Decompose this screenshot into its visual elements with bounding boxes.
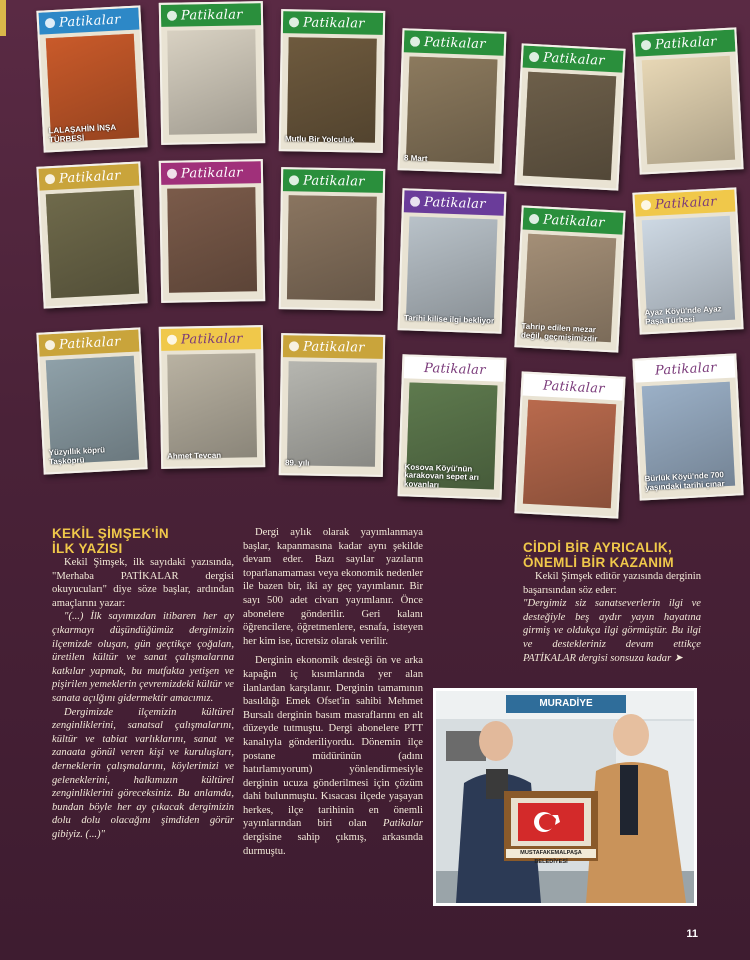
masthead-logo-icon	[641, 200, 652, 211]
masthead-title: Patikalar	[423, 360, 487, 378]
magazine-cover	[514, 205, 625, 352]
masthead-logo-icon	[529, 380, 540, 391]
shop-sign-text: MURADİYE	[539, 698, 593, 709]
section-heading-privilege	[523, 540, 701, 570]
masthead-title: Patikalar	[423, 34, 487, 52]
masthead-title: Patikalar	[654, 193, 718, 213]
magazine-cover	[398, 28, 507, 174]
cover-masthead	[161, 327, 261, 351]
cover-masthead	[634, 355, 735, 382]
masthead-logo-icon	[529, 214, 540, 225]
magazine-cover	[159, 159, 265, 303]
masthead-logo-icon	[45, 18, 56, 29]
magazine-cover	[279, 167, 385, 311]
cover-photo	[523, 400, 616, 508]
cover-headline: Ahmet Tevcan	[166, 450, 222, 461]
masthead-logo-icon	[529, 52, 540, 63]
masthead-title: Patikalar	[654, 359, 718, 379]
magazine-cover	[159, 1, 265, 145]
cover-photo	[642, 56, 735, 164]
cover-headline: 8 Mart	[403, 152, 428, 163]
cover-photo	[284, 37, 377, 145]
cover-masthead	[161, 3, 261, 27]
magazine-cover	[632, 353, 743, 500]
cover-headline: LALAŞAHİN İNŞA TÜRBESİ	[48, 123, 117, 144]
masthead-logo-icon	[289, 341, 299, 351]
masthead-title: Patikalar	[180, 164, 243, 182]
body-paragraph-2-text: Derginin ekonomik desteği ön ve arka kapağın iç kısımlarında yer alan ilanlardan karşılanır. Derginin tamamının basıldığı Emek Ofset'in sahibi Mehmet Bursalı derginin basım masraflarını en alt düzeyde tutmuştu. Dergi abonelere PTT kanalıyla gönderiliyordu. Dönemin ilçe postane müdürünün (adını hatırlamıyorum) yönlendirmesiyle derginin ucuza gönderilmesi için çözüm dahi bulunmuştu. Kısacası ilçede yaşayan herkes, ilçe tarihinin en önemli yayınlarından biri olan	[243, 655, 423, 830]
masthead-title: Patikalar	[423, 194, 487, 212]
heading-line-2: ÖNEMLİ BİR KAZANIM	[523, 555, 674, 570]
cover-photo	[167, 29, 257, 135]
cover-photo	[406, 216, 498, 323]
photo-inner	[436, 691, 694, 903]
cover-masthead	[38, 163, 139, 190]
cover-photo	[406, 56, 498, 163]
cover-masthead	[634, 189, 735, 216]
masthead-title: Patikalar	[180, 6, 243, 24]
cover-masthead	[404, 30, 505, 55]
masthead-logo-icon	[410, 363, 420, 373]
masthead-logo-icon	[641, 366, 652, 377]
masthead-title: Patikalar	[542, 50, 606, 69]
masthead-title: Patikalar	[58, 11, 122, 31]
masthead-logo-icon	[410, 37, 420, 47]
cover-masthead	[161, 161, 261, 185]
masthead-logo-icon	[45, 340, 56, 351]
magazine-cover	[632, 187, 743, 334]
continue-arrow-icon: ➤	[673, 652, 683, 664]
cover-headline: Ayaz Köyü'nde Ayaz Paşa Türbesi	[644, 304, 722, 326]
cover-headline: Kosova Köyü'nün karakovan sepet arı kovanları	[403, 462, 480, 490]
masthead-logo-icon	[289, 175, 299, 185]
quote-paragraph-2: Dergimizde ilçemizin kültürel zenginliklerini, sanatsal çalışmalarını, kültür ve tabiat varlıklarını, sanat ve zanaata gönül veren kişi ve kuruluşları, derneklerin çalışmalarını, köylerimizi ve geleneklerini, halkımızın kültürel zenginliklerini göreceksiniz. Bu anlamda, bundan böyle her ay çıkacak dergimizin dolu dolu olacağını şimdiden görür gibiyiz. (...)"	[52, 706, 234, 840]
masthead-title: Patikalar	[302, 14, 365, 32]
cover-headline: Tarihi kilise ilgi bekliyor	[403, 312, 495, 326]
magazine-name-italic: Patikalar	[382, 818, 423, 830]
editor-quote-text: "Dergimiz siz sanatseverlerin ilgi ve desteğiyle beş aydır yayın hayatına girmiş ve oldukça ilgi görmüştür. Bu ilgi ve destekleriniz devam ettikçe PATİKALAR dergisi sonsuza kadar	[523, 598, 701, 664]
masthead-title: Patikalar	[302, 172, 365, 190]
cover-photo	[167, 187, 257, 293]
masthead-logo-icon	[410, 197, 420, 207]
cover-photo	[523, 72, 616, 180]
photo-two-men-with-flag	[433, 688, 697, 906]
magazine-cover	[398, 188, 507, 334]
cover-headline: Mutlu Bir Yolculuk	[284, 133, 355, 145]
section-heading-first-article	[52, 526, 234, 556]
cover-masthead	[283, 335, 383, 359]
cover-masthead	[38, 329, 139, 356]
magazine-cover	[279, 333, 385, 477]
intro-paragraph: Kekil Şimşek, ilk sayıdaki yazısında, "Merhaba PATİKALAR dergisi okuyucuları" diye söze başlar, ardından amaçlarını yazar:	[52, 557, 234, 609]
editor-quote	[523, 597, 701, 665]
masthead-title: Patikalar	[542, 212, 606, 231]
cover-headline: 89. yılı	[284, 457, 310, 468]
masthead-logo-icon	[167, 169, 177, 179]
heading-line-1: KEKİL ŞİMŞEK'İN	[52, 526, 169, 541]
magazine-cover	[514, 43, 625, 190]
editor-intro: Kekil Şimşek editör yazısında derginin başarısından söz eder:	[523, 571, 701, 596]
body-paragraph-1: Dergi aylık olarak yayımlanmaya başlar, kapanmasına kadar aynı şekilde devam eder. Bazı sayılar yazıların toparlanamaması veya ekonomik nedenler ile bazen bir, iki ay geç yayımlanır. Bir sayı 500 adet civarı yayımlanır. Önce abonelere gönderilir. Geri kalanı öğrencilere, öğretmenlere, esnafa, isteyen her kim ise, ücretsiz olarak verilir.	[243, 527, 423, 647]
page-number: 11	[686, 928, 698, 940]
cover-masthead	[404, 190, 505, 215]
magazine-cover	[36, 327, 147, 474]
heading-line-1: CİDDİ BİR AYRICALIK,	[523, 540, 673, 555]
cover-masthead	[404, 356, 505, 381]
cover-headline: Tahrip edilen mezar değil, geçmişimizdir	[520, 321, 598, 344]
heading-line-2: İLK YAZISI	[52, 541, 123, 556]
cover-photo	[167, 353, 257, 459]
cover-masthead	[283, 11, 383, 35]
cover-headline: Yüzyıllık köprü Taşköprü	[48, 445, 106, 466]
magazine-cover	[514, 371, 625, 518]
cover-masthead	[523, 373, 624, 400]
masthead-title: Patikalar	[302, 338, 365, 356]
masthead-title: Patikalar	[58, 167, 122, 187]
photo-illustration	[436, 691, 694, 903]
masthead-title: Patikalar	[542, 378, 606, 397]
masthead-logo-icon	[289, 17, 299, 27]
magazine-cover	[398, 354, 507, 500]
cover-photo	[46, 190, 139, 298]
masthead-title: Patikalar	[58, 333, 122, 353]
column-middle	[243, 526, 423, 858]
cover-masthead	[634, 29, 735, 56]
plaque-caption: MUSTAFAKEMALPAŞA BELEDİYESİ	[520, 850, 582, 865]
magazine-cover	[159, 325, 265, 469]
column-right	[523, 540, 701, 665]
masthead-logo-icon	[45, 174, 56, 185]
masthead-logo-icon	[167, 11, 177, 21]
magazine-cover	[36, 161, 147, 308]
cover-photo	[284, 361, 377, 468]
cover-masthead	[523, 45, 624, 72]
magazine-cover	[279, 9, 385, 153]
cover-headline: Bürlük Köyü'nde 700 yaşındaki tarihi çınar	[644, 470, 725, 492]
masthead-title: Patikalar	[654, 33, 718, 53]
masthead-logo-icon	[641, 40, 652, 51]
masthead-title: Patikalar	[180, 330, 243, 348]
cover-masthead	[523, 207, 624, 234]
cover-photo	[287, 195, 377, 301]
body-paragraph-2-end: dergisine sahip çıkmış, arkasında durmuştu.	[243, 832, 423, 857]
magazine-cover	[632, 27, 743, 174]
body-paragraph-2	[243, 654, 423, 858]
cover-masthead	[283, 169, 383, 193]
column-left	[52, 526, 234, 841]
cover-masthead	[38, 7, 139, 34]
magazine-cover	[36, 5, 147, 152]
masthead-logo-icon	[167, 335, 177, 345]
quote-paragraph-1: "(...) İlk sayımızdan itibaren her ay çıkarmayı düşündüğümüz dergimizin ilçemizde oluşan, gün geçtikçe çoğalan, üretilen kültür ve sanat çalışmalarına katkılar yapmak, bu mutfakta yetişen ve pişirilen yemeklerin çevremizdeki kültür ve sanata açılğını gidermektir amacımız.	[52, 611, 234, 704]
